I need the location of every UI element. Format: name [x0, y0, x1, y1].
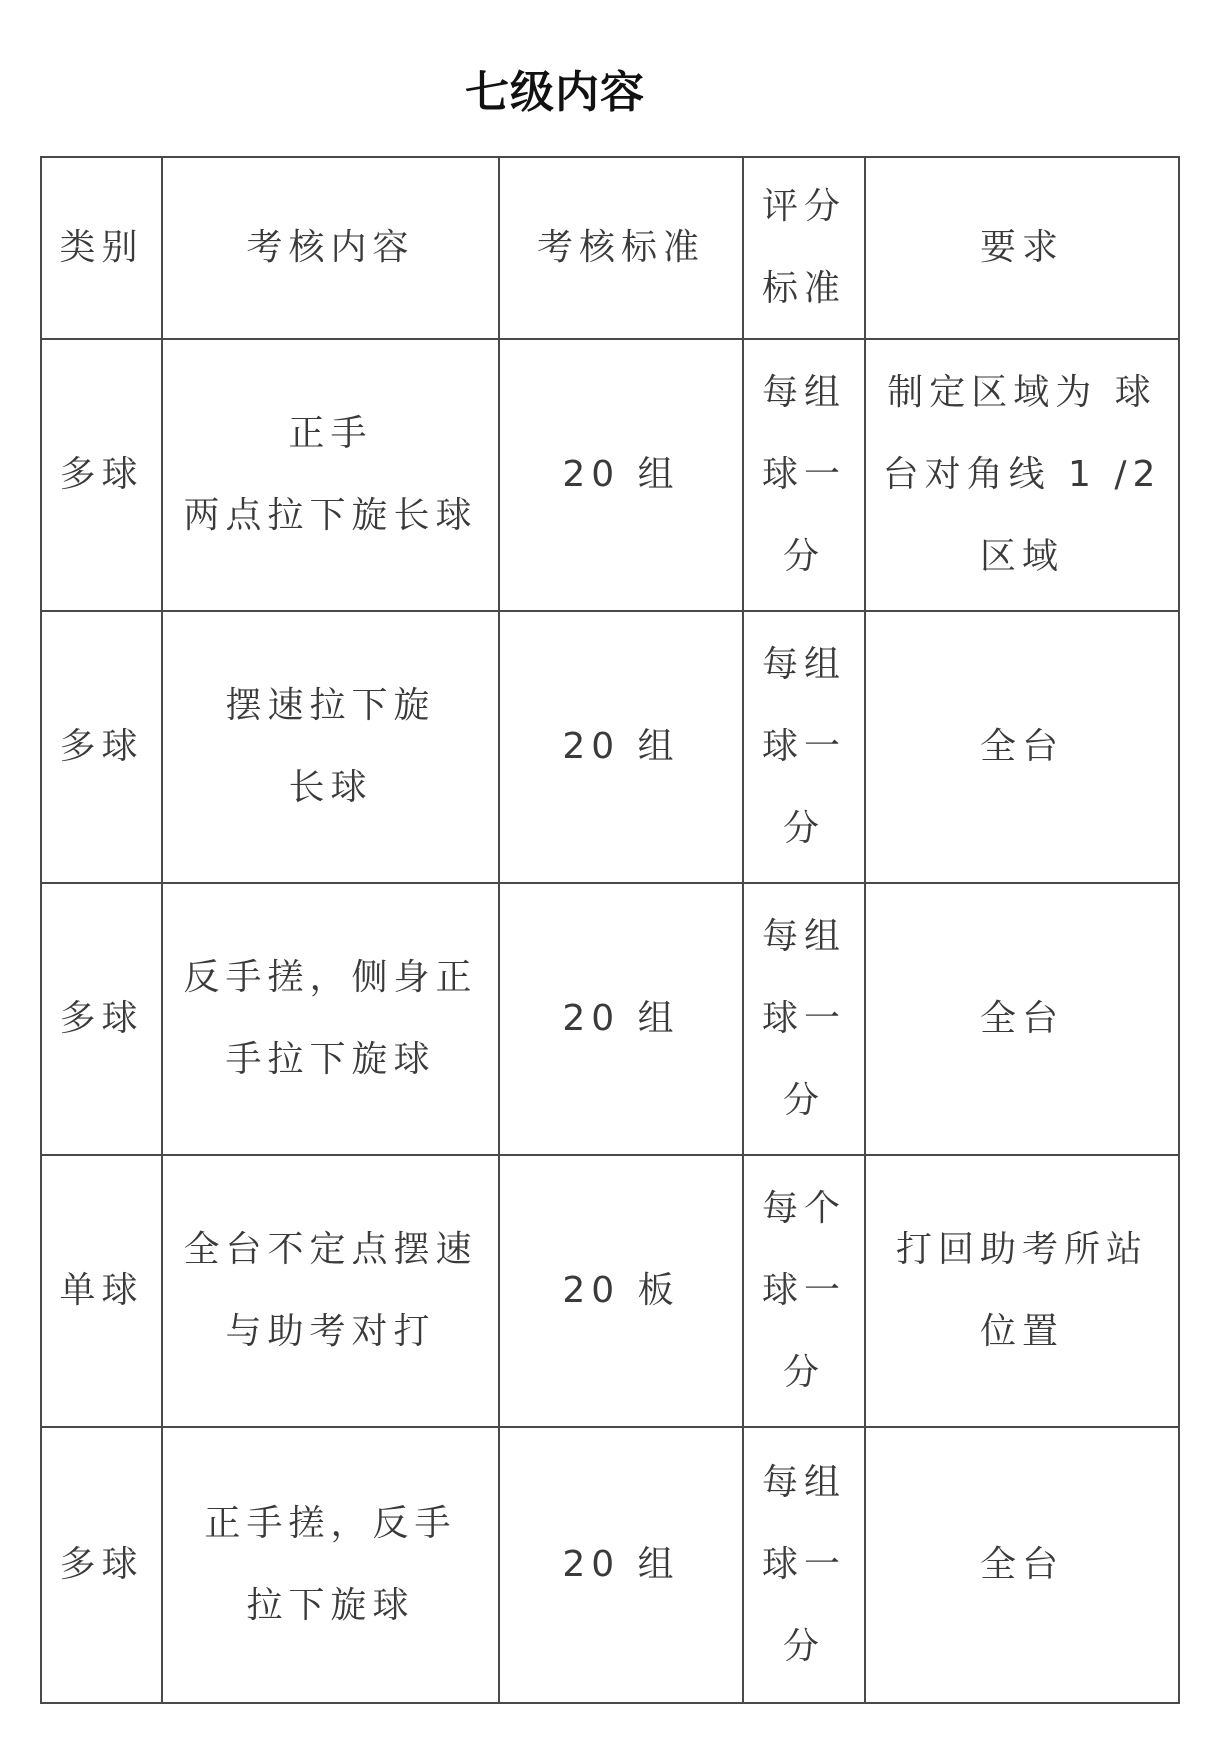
cell-score-line: 球一 [761, 726, 846, 767]
cell-score-line: 每组 [761, 916, 846, 957]
cell-score-line: 球一 [761, 454, 846, 495]
header-requirement: 要求 [865, 157, 1179, 339]
cell-requirement-line: 台对角线 1 /2 [882, 454, 1162, 495]
exam-table [40, 156, 1180, 1704]
cell-requirement-line: 打回助考所站 [895, 1229, 1148, 1270]
cell-score-line: 分 [782, 1352, 825, 1393]
cell-content-line: 全台不定点摆速 [183, 1229, 478, 1270]
table-row [41, 1155, 1179, 1427]
cell-score-line: 球一 [761, 1270, 846, 1311]
cell-score-line: 每组 [761, 1462, 846, 1503]
cell-category: 多球 [41, 1427, 162, 1703]
header-score [743, 157, 865, 339]
cell-requirement [865, 883, 1179, 1155]
cell-score [743, 339, 865, 611]
cell-score-line: 每个 [761, 1188, 846, 1229]
cell-content-line: 手拉下旋球 [225, 1039, 436, 1080]
cell-content-line: 摆速拉下旋 [225, 685, 436, 726]
table-row [41, 611, 1179, 883]
cell-standard: 20 组 [499, 883, 743, 1155]
cell-score-line: 每组 [761, 644, 846, 685]
cell-requirement [865, 1155, 1179, 1427]
cell-score-line: 分 [782, 1626, 825, 1667]
cell-score [743, 883, 865, 1155]
header-category: 类别 [41, 157, 162, 339]
header-score-line: 标准 [761, 268, 846, 309]
cell-score [743, 1427, 865, 1703]
cell-requirement [865, 339, 1179, 611]
cell-content-line: 正手搓，反手 [204, 1503, 457, 1544]
cell-content [162, 883, 499, 1155]
cell-score-line: 每组 [761, 372, 846, 413]
cell-standard: 20 板 [499, 1155, 743, 1427]
cell-content [162, 1155, 499, 1427]
header-standard: 考核标准 [499, 157, 743, 339]
cell-content [162, 611, 499, 883]
cell-score [743, 1155, 865, 1427]
cell-content-line: 两点拉下旋长球 [183, 495, 478, 536]
cell-score-line: 球一 [761, 1544, 846, 1585]
cell-score-line: 球一 [761, 998, 846, 1039]
header-content: 考核内容 [162, 157, 499, 339]
cell-category: 多球 [41, 883, 162, 1155]
cell-standard: 20 组 [499, 611, 743, 883]
cell-standard: 20 组 [499, 1427, 743, 1703]
cell-requirement-line: 制定区域为 球 [887, 372, 1157, 413]
cell-content-line: 拉下旋球 [246, 1585, 415, 1626]
cell-content-line: 与助考对打 [225, 1311, 436, 1352]
cell-score-line: 分 [782, 1080, 825, 1121]
cell-score [743, 611, 865, 883]
cell-content-line: 反手搓，侧身正 [183, 957, 478, 998]
cell-content [162, 339, 499, 611]
cell-category: 多球 [41, 611, 162, 883]
cell-requirement-line: 位置 [979, 1311, 1064, 1352]
cell-category: 多球 [41, 339, 162, 611]
page-title: 七级内容 [465, 67, 645, 118]
cell-score-line: 分 [782, 536, 825, 577]
cell-category: 单球 [41, 1155, 162, 1427]
cell-score-line: 分 [782, 808, 825, 849]
header-score-line: 评分 [761, 186, 846, 227]
cell-requirement [865, 611, 1179, 883]
table-row [41, 883, 1179, 1155]
cell-content-line: 长球 [288, 767, 373, 808]
cell-content-line: 正手 [288, 413, 373, 454]
cell-requirement-line: 区域 [979, 536, 1064, 577]
table-header-row [41, 157, 1179, 339]
table-row [41, 339, 1179, 611]
cell-standard: 20 组 [499, 339, 743, 611]
cell-requirement-line: 全台 [979, 1544, 1064, 1585]
cell-requirement-line: 全台 [979, 726, 1064, 767]
table-row [41, 1427, 1179, 1703]
cell-requirement-line: 全台 [979, 998, 1064, 1039]
cell-requirement [865, 1427, 1179, 1703]
cell-content [162, 1427, 499, 1703]
